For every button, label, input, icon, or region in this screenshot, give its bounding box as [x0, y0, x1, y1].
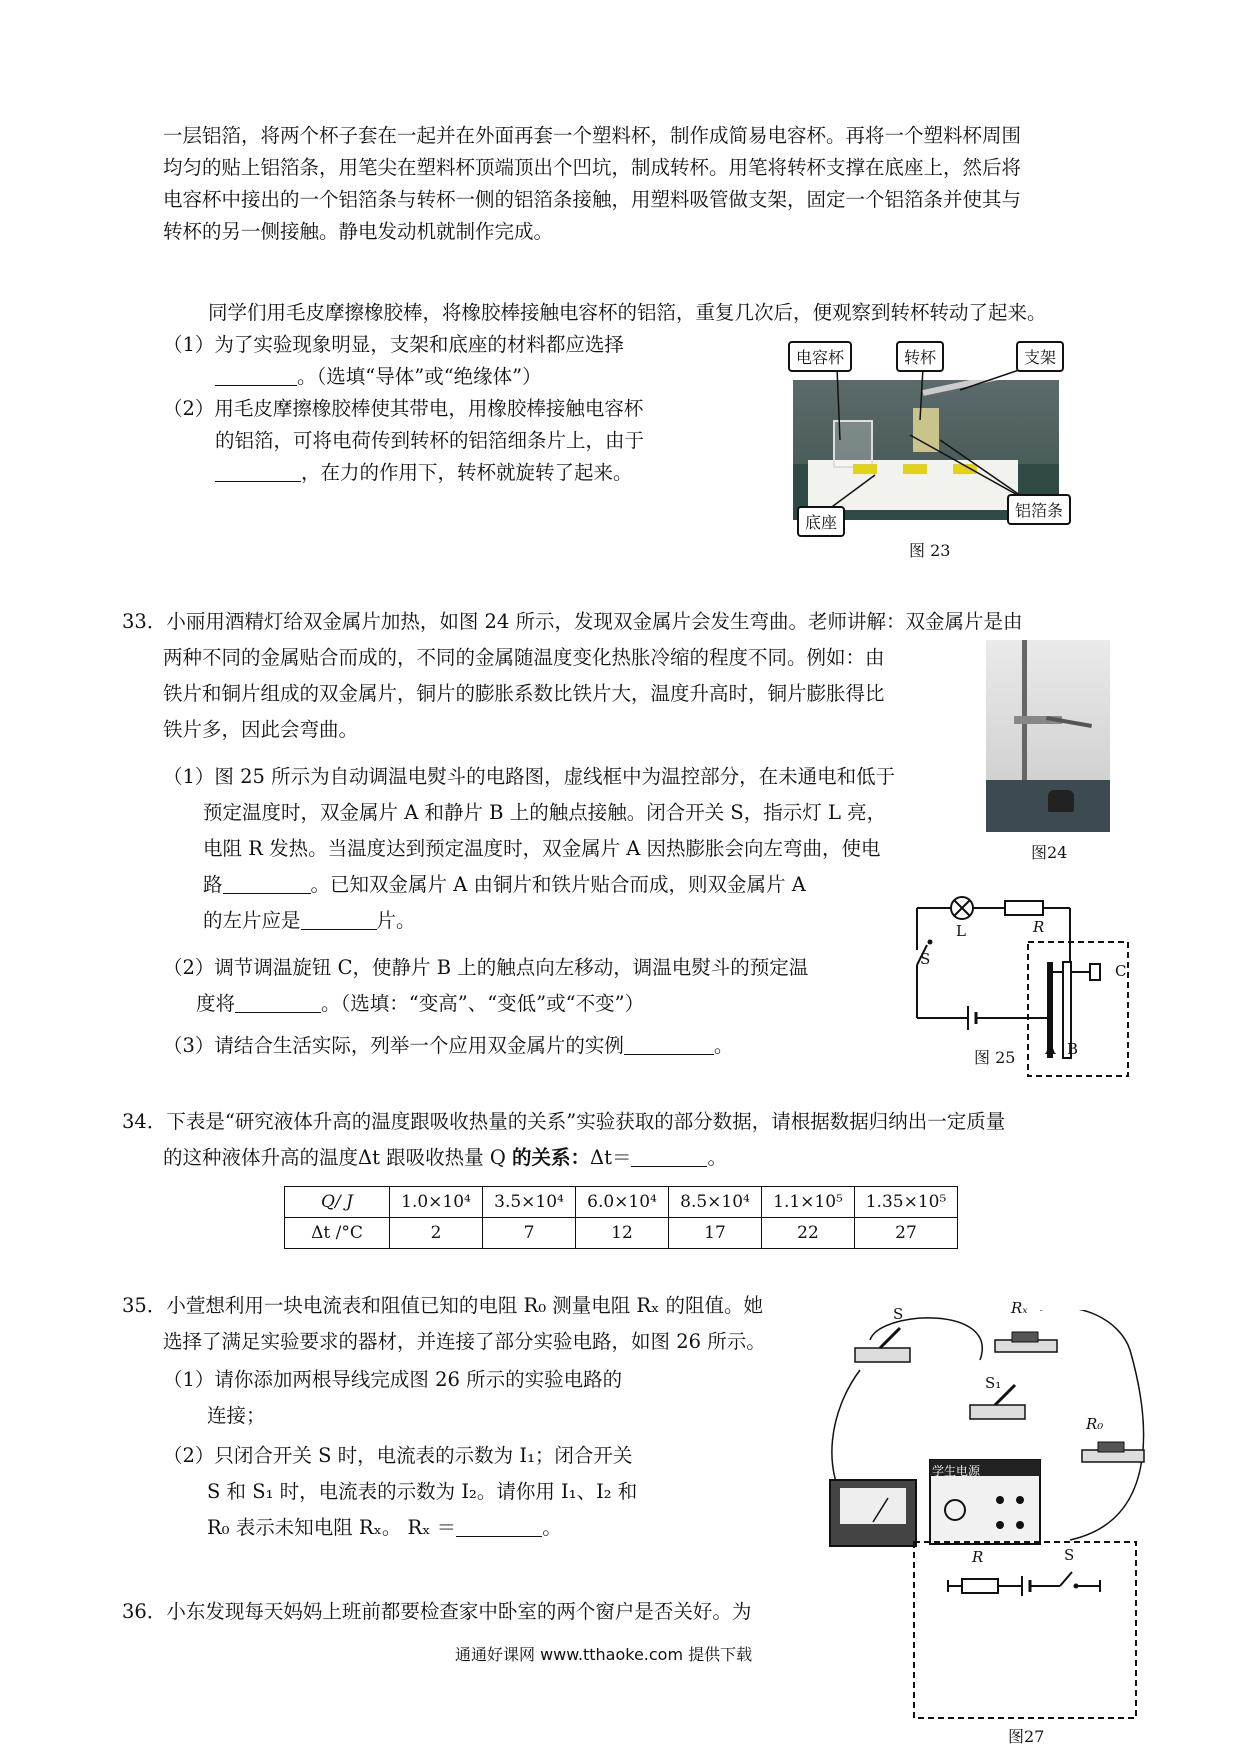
data-table: [284, 1186, 958, 1249]
q33-s1-l5b: 片。: [376, 909, 416, 932]
circuit-label-B: B: [1067, 1040, 1079, 1058]
table-row: [285, 1218, 958, 1249]
q33-line-4: 铁片多，因此会弯曲。: [163, 718, 359, 741]
q35-s2-line-2: S 和 S₁ 时，电流表的示数为 I₂。请你用 I₁、I₂ 和: [207, 1480, 638, 1503]
q32-s1-b: 。（选填“导体”或“绝缘体”）: [297, 365, 542, 388]
q32-s2-c: ，在力的作用下，转杯就旋转了起来。: [301, 461, 633, 484]
q33-s1-l4a: 路: [203, 873, 223, 896]
table-cell: 2: [390, 1218, 483, 1249]
apparatus-label-S: S: [893, 1305, 904, 1323]
answer-blank[interactable]: [631, 1147, 707, 1168]
circuit-label-R: R: [1033, 918, 1045, 936]
answer-blank[interactable]: [301, 910, 377, 931]
table-row: [285, 1187, 958, 1218]
q35-s2-l3b: 。: [542, 1516, 562, 1539]
table-cell: Δt /°C: [285, 1218, 390, 1249]
answer-blank[interactable]: [223, 874, 311, 895]
table-cell: 17: [669, 1218, 762, 1249]
q34-l2a: 的这种液体升高的温度Δt 跟吸收热量 Q: [163, 1146, 513, 1169]
table-cell: 27: [855, 1218, 958, 1249]
q32-s1-a: （1）为了实验现象明显，支架和底座的材料都应选择: [163, 333, 624, 356]
answer-blank[interactable]: [624, 1035, 714, 1056]
q35-line-2: 选择了满足实验要求的器材，并连接了部分实验电路，如图 26 所示。: [163, 1330, 766, 1353]
q35-s2-l3a: R₀ 表示未知电阻 Rₓ。 Rₓ ＝: [207, 1516, 457, 1539]
figure-25-circuit: [900, 880, 1140, 1080]
answer-blank[interactable]: [215, 366, 297, 387]
q33-s3-line: [163, 1030, 733, 1058]
q33-s1-l4b: 。已知双金属片 A 由铜片和铁片贴合而成，则双金属片 A: [310, 873, 806, 896]
table-cell: 6.0×10⁴: [576, 1187, 669, 1218]
table-cell: 1.1×10⁵: [762, 1187, 855, 1218]
figure-27-circuit: [900, 1530, 1150, 1730]
label-foil-strip: 铝箔条: [1007, 494, 1071, 525]
q35-line-1: 35．小萱想利用一块电流表和阻值已知的电阻 R₀ 测量电阻 Rₓ 的阻值。她: [122, 1294, 764, 1317]
circuit-label-A: A: [1045, 1040, 1056, 1058]
table-cell: 1.35×10⁵: [855, 1187, 958, 1218]
q33-line-1: 33．小丽用酒精灯给双金属片加热，如图 24 所示，发现双金属片会发生弯曲。老师讲解：双金属片是由: [122, 610, 1023, 633]
table-cell: 12: [576, 1218, 669, 1249]
q33-s1-line-2: 预定温度时，双金属片 A 和静片 B 上的触点接触。闭合开关 S，指示灯 L 亮，: [203, 801, 887, 824]
q35-s2-line-1: （2）只闭合开关 S 时，电流表的示数为 I₁；闭合开关: [163, 1444, 633, 1467]
circuit-label-S: S: [920, 950, 931, 968]
q35-s1-line-2: 连接；: [207, 1404, 266, 1427]
q34-l2c: Δt＝: [590, 1146, 632, 1169]
q34-line-1: 34．下表是“研究液体升高的温度跟吸收热量的关系”实验获取的部分数据，请根据数据归纳出一定质量: [122, 1110, 1006, 1133]
q36-line-1: 36．小东发现每天妈妈上班前都要检查家中卧室的两个窗户是否关好。为: [122, 1600, 752, 1623]
table-cell: 3.5×10⁴: [483, 1187, 576, 1218]
q33-line-3: 铁片和铜片组成的双金属片，铜片的膨胀系数比铁片大，温度升高时，铜片膨胀得比: [163, 682, 885, 705]
figure-27-caption: 图27: [1008, 1727, 1045, 1746]
q33-s1-line-5: [203, 905, 416, 933]
fig27-label-S: S: [1064, 1546, 1075, 1564]
apparatus-label-S1: S₁: [985, 1374, 1002, 1392]
answer-blank[interactable]: [456, 1517, 542, 1538]
apparatus-label-R0: R₀: [1086, 1415, 1104, 1433]
q33-s1-line-3: 电阻 R 发热。当温度达到预定温度时，双金属片 A 因热膨胀会向左弯曲，使电: [203, 837, 881, 860]
q33-s2-l2b: 。（选填：“变高”、“变低”或“不变”）: [321, 992, 645, 1015]
q35-s2-line-3: [207, 1512, 562, 1540]
q33-s1-line-1: （1）图 25 所示为自动调温电熨斗的电路图，虚线框中为温控部分，在未通电和低于: [163, 765, 896, 788]
figure-23-caption: 图 23: [909, 541, 951, 560]
answer-blank[interactable]: [235, 993, 321, 1014]
q32-paragraph: 同学们用毛皮摩擦橡胶棒，将橡胶棒接触电容杯的铝箔，重复几次后，便观察到转杯转动了起来。: [208, 301, 1047, 324]
q32-s1-b-line: [215, 361, 542, 389]
q32-s2-a: （2）用毛皮摩擦橡胶棒使其带电，用橡胶棒接触电容杯: [163, 397, 644, 420]
q33-s2-l2a: 度将: [196, 992, 236, 1015]
answer-blank[interactable]: [215, 462, 301, 483]
figure-24-photo: [986, 640, 1110, 832]
label-capacitor-cup: 电容杯: [788, 341, 852, 372]
q34-l2b: 的关系：: [512, 1146, 591, 1169]
table-cell: 22: [762, 1218, 855, 1249]
figure-25-caption: 图 25: [974, 1048, 1016, 1067]
q35-s1-line-1: （1）请你添加两根导线完成图 26 所示的实验电路的: [163, 1368, 623, 1391]
apparatus-label-power: 学生电源: [932, 1464, 981, 1478]
q33-s2-line-2: [196, 988, 644, 1016]
q32-s2-b: 的铝箔，可将电荷传到转杯的铝箔细条片上，由于: [215, 429, 645, 452]
apparatus-label-Rx: Rₓ: [1011, 1299, 1028, 1317]
figure-26-apparatus: [820, 1310, 1220, 1560]
table-cell: Q/ J: [285, 1187, 390, 1218]
q32-s2-c-line: [215, 457, 633, 485]
table-cell: 7: [483, 1218, 576, 1249]
intro-line-1: 一层铝箔，将两个杯子套在一起并在外面再套一个塑料杯，制作成简易电容杯。再将一个塑料杯周围: [163, 124, 1022, 147]
footer-source: 通通好课网 www.tthaoke.com 提供下载: [455, 1645, 753, 1664]
q33-s3a: （3）请结合生活实际，列举一个应用双金属片的实例: [163, 1034, 624, 1057]
figure-24-caption: 图24: [1031, 843, 1068, 862]
label-rotor-cup: 转杯: [896, 341, 944, 372]
circuit-label-C: C: [1115, 962, 1127, 980]
fig27-label-R: R: [972, 1548, 984, 1566]
q33-s2-line-1: （2）调节调温旋钮 C，使静片 B 上的触点向左移动，调温电熨斗的预定温: [163, 956, 809, 979]
label-support: 支架: [1016, 341, 1064, 372]
intro-line-2: 均匀的贴上铝箔条，用笔尖在塑料杯顶端顶出个凹坑，制成转杯。用笔将转杯支撑在底座上，然后将: [163, 156, 1022, 179]
alcohol-lamp: [1048, 790, 1074, 812]
q33-s1-line-4: [203, 869, 806, 897]
table-cell: 8.5×10⁴: [669, 1187, 762, 1218]
intro-line-4: 转杯的另一侧接触。静电发动机就制作完成。: [163, 220, 554, 243]
q33-s3b: 。: [713, 1034, 734, 1057]
intro-line-3: 电容杯中接出的一个铝箔条与转杯一侧的铝箔条接触，用塑料吸管做支架，固定一个铝箔条并使其与: [163, 188, 1022, 211]
q33-line-2: 两种不同的金属贴合而成的，不同的金属随温度变化热胀冷缩的程度不同。例如：由: [163, 646, 885, 669]
q33-s1-l5a: 的左片应是: [203, 909, 301, 932]
circuit-label-L: L: [956, 922, 966, 940]
q34-l2d: 。: [707, 1146, 727, 1169]
table-cell: 1.0×10⁴: [390, 1187, 483, 1218]
label-base: 底座: [797, 506, 845, 537]
q34-line-2: [163, 1142, 727, 1170]
